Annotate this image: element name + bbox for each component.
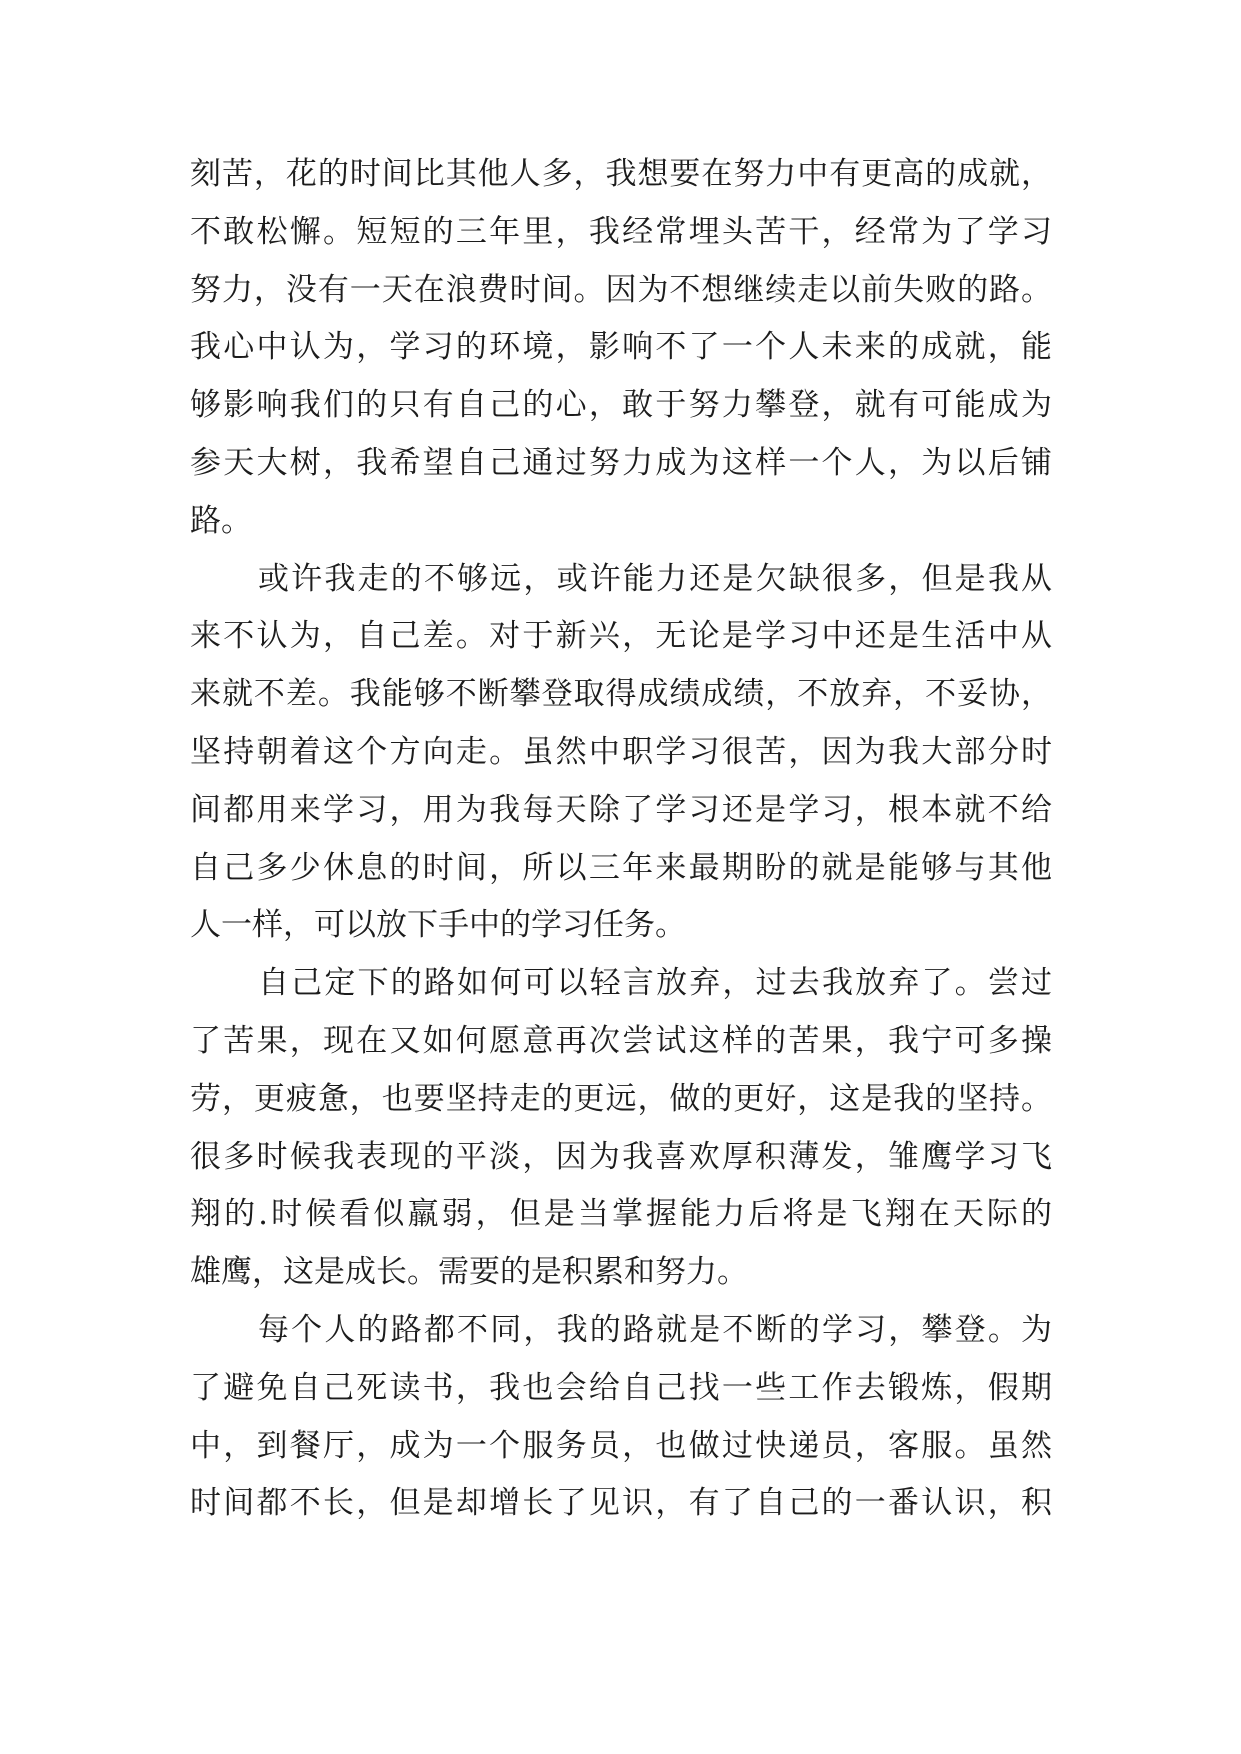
paragraph-2-line-6: 自己多少休息的时间，所以三年来最期盼的就是能够与其他 (190, 849, 1052, 886)
paragraph-4-line-2: 了避免自己死读书，我也会给自己找一些工作去锻炼，假期 (190, 1369, 1052, 1406)
paragraph-3-line-5: 翔的.时候看似羸弱，但是当掌握能力后将是飞翔在天际的 (190, 1196, 1052, 1233)
paragraph-4-line-1: 每个人的路都不同，我的路就是不断的学习，攀登。为 (258, 1311, 1052, 1348)
paragraph-3-line-2: 了苦果，现在又如何愿意再次尝试这样的苦果，我宁可多操 (190, 1022, 1052, 1059)
paragraph-1-line-3: 努力，没有一天在浪费时间。因为不想继续走以前失败的路。 (190, 271, 1052, 308)
paragraph-3-line-4: 很多时候我表现的平淡，因为我喜欢厚积薄发，雏鹰学习飞 (190, 1138, 1052, 1175)
essay-body (190, 146, 1052, 1533)
paragraph-3-line-3: 劳，更疲惫，也要坚持走的更远，做的更好，这是我的坚持。 (190, 1080, 1052, 1117)
paragraph-1-line-2: 不敢松懈。短短的三年里，我经常埋头苦干，经常为了学习 (190, 213, 1052, 250)
paragraph-2-line-5: 间都用来学习，用为我每天除了学习还是学习，根本就不给 (190, 791, 1052, 828)
paragraph-2-line-4: 坚持朝着这个方向走。虽然中职学习很苦，因为我大部分时 (190, 733, 1052, 770)
paragraph-4-line-4: 时间都不长，但是却增长了见识，有了自己的一番认识，积 (190, 1485, 1052, 1522)
paragraph-3-line-1: 自己定下的路如何可以轻言放弃，过去我放弃了。尝过 (258, 965, 1052, 1002)
paragraph-3-line-6: 雄鹰，这是成长。需要的是积累和努力。 (190, 1254, 748, 1291)
paragraph-1-line-4: 我心中认为，学习的环境，影响不了一个人未来的成就，能 (190, 329, 1052, 366)
paragraph-1-line-5: 够影响我们的只有自己的心，敢于努力攀登，就有可能成为 (190, 387, 1052, 424)
paragraph-2-line-1: 或许我走的不够远，或许能力还是欠缺很多，但是我从 (258, 560, 1052, 597)
paragraph-1-line-1: 刻苦，花的时间比其他人多，我想要在努力中有更高的成就， (190, 156, 1052, 192)
paragraph-1-line-7: 路。 (190, 502, 252, 539)
paragraph-2-line-7: 人一样，可以放下手中的学习任务。 (190, 907, 686, 944)
paragraph-2-line-2: 来不认为，自己差。对于新兴，无论是学习中还是生活中从 (190, 618, 1052, 655)
paragraph-1-line-6: 参天大树，我希望自己通过努力成为这样一个人，为以后铺 (190, 444, 1052, 481)
paragraph-4-line-3: 中，到餐厅，成为一个服务员，也做过快递员，客服。虽然 (190, 1427, 1052, 1464)
paragraph-2-line-3: 来就不差。我能够不断攀登取得成绩成绩，不放弃，不妥协， (190, 676, 1052, 713)
